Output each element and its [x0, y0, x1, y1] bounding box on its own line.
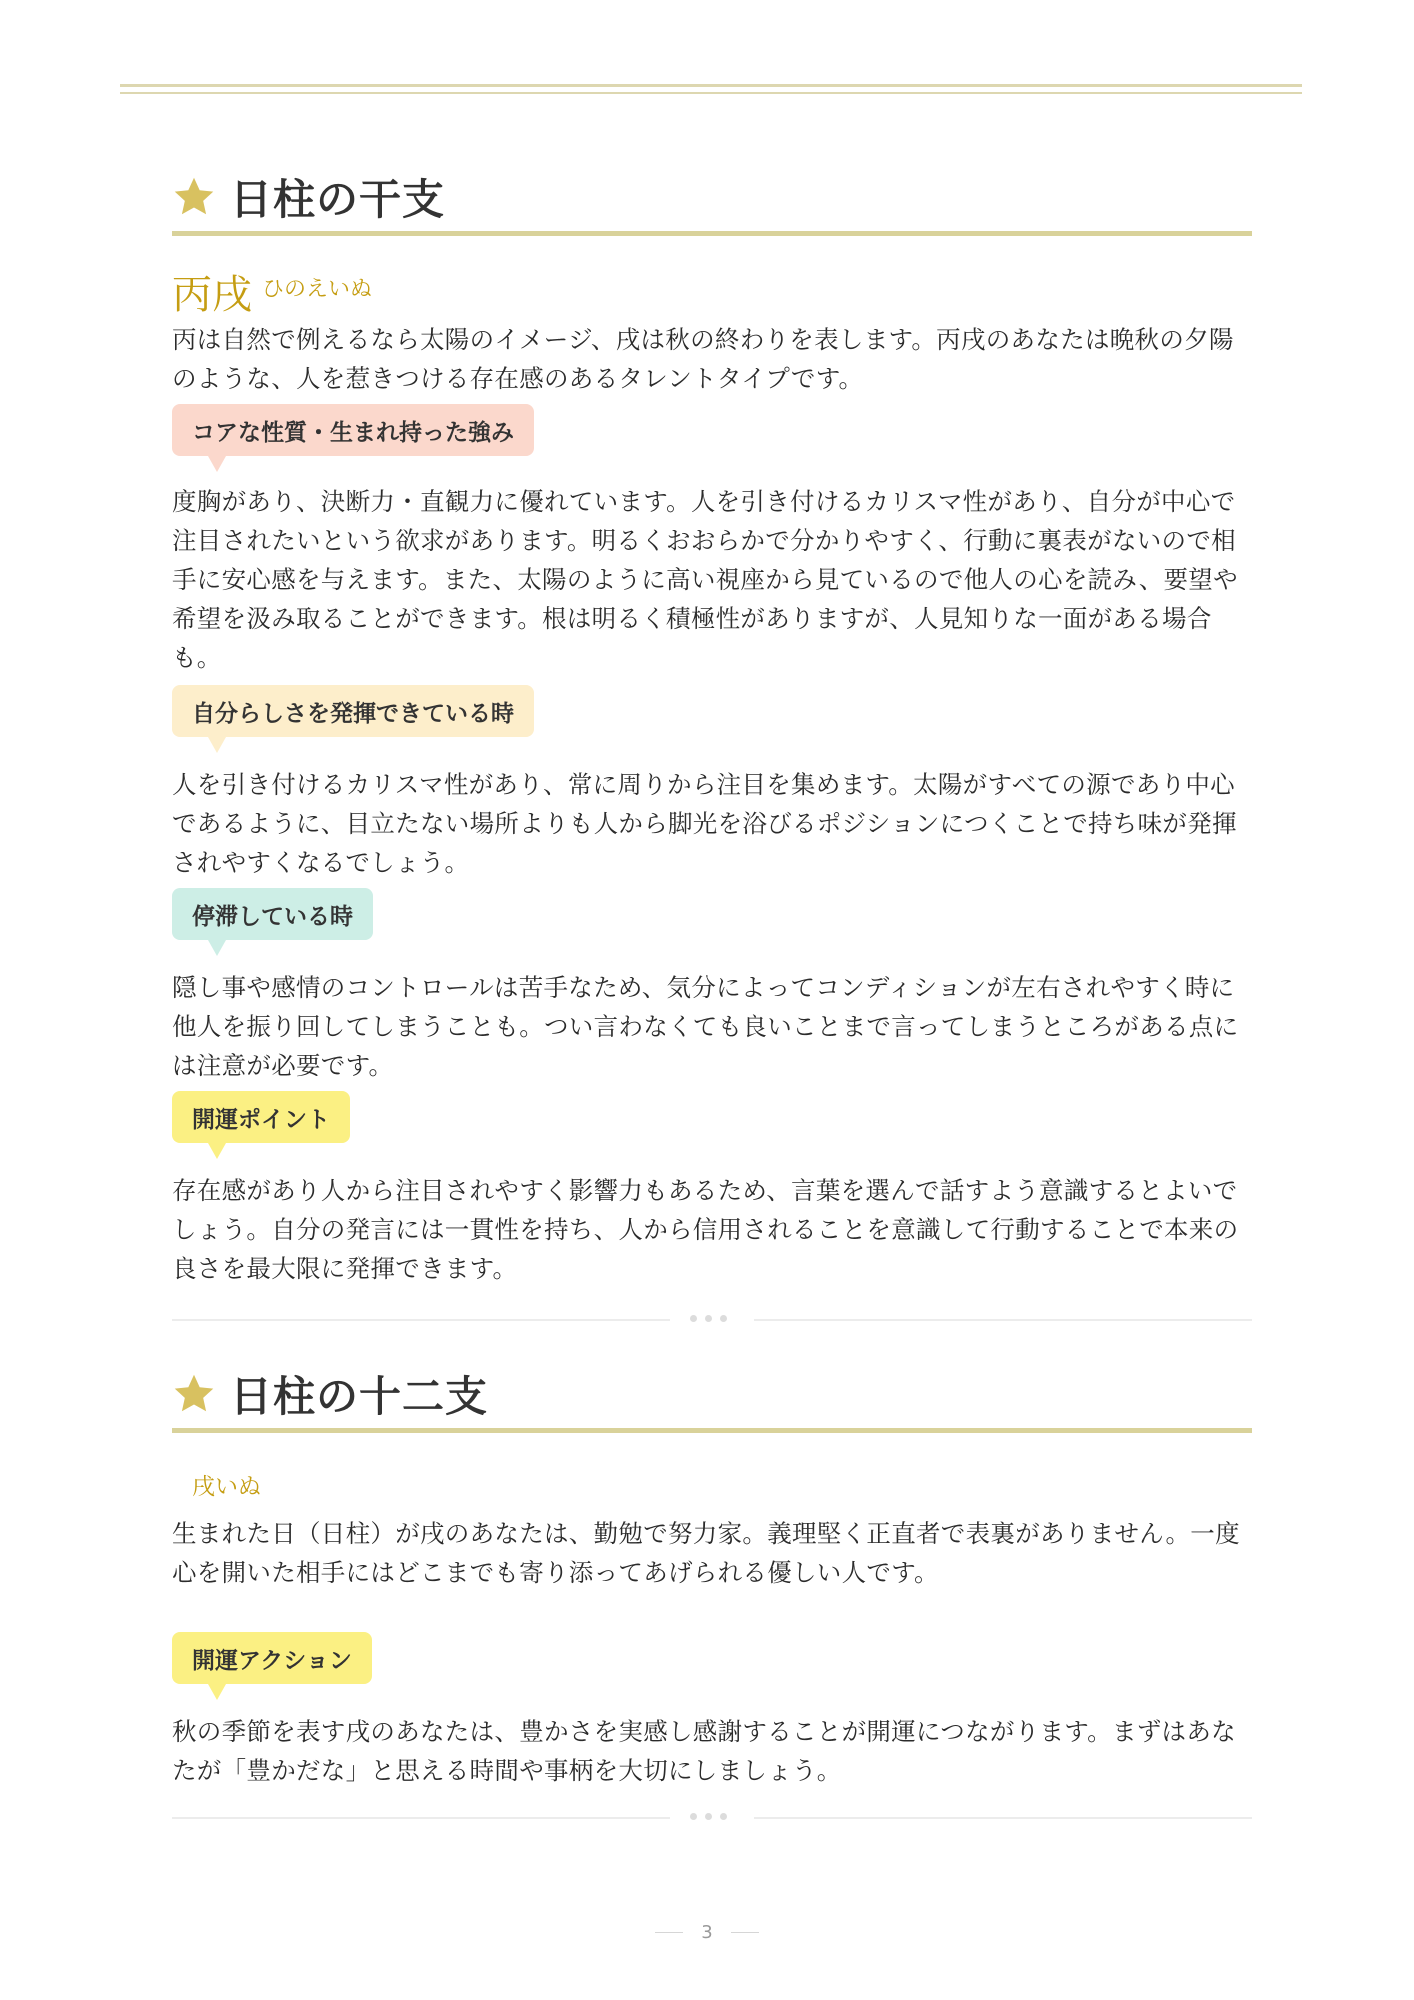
- zodiac-intro: 生まれた日（日柱）が戌のあなたは、勤勉で努力家。義理堅く正直者で表裏がありません。一度心を開いた相手にはどこまでも寄り添ってあげられる優しい人です。: [172, 1519, 1240, 1587]
- page-number: [0, 1922, 1414, 1943]
- luck-point-text: 存在感があり人から注目されやすく影響力もあるため、言葉を選んで話すよう意識するとよいでしょう。自分の発言には一貫性を持ち、人から信用されることを意識して行動することで本来の良さを最大限に発揮できます。: [172, 1176, 1239, 1283]
- label-text: 開運ポイント: [192, 1106, 330, 1133]
- core-nature-text: 度胸があり、決断力・直観力に優れています。人を引き付けるカリスマ性があり、自分が中心で注目されたいという欲求があります。明るくおおらかで分かりやすく、行動に裏表がないので相手に安心感を与えます。また、太陽のように高い視座から見ているので他人の心を読み、要望や希望を汲み取ることができます。根は明るく積極性がありますが、人見知りな一面がある場合も。: [172, 487, 1238, 672]
- section-divider: [172, 1313, 1252, 1327]
- zodiac-reading: [192, 1468, 261, 1501]
- stagnant-text: 隠し事や感情のコントロールは苦手なため、気分によってコンディションが左右されやすく時に他人を振り回してしまうことも。つい言わなくても良いことまで言ってしまうところがある点には注意が必要です。: [172, 973, 1239, 1080]
- star-icon: [172, 1372, 216, 1416]
- section-heading-kanshi: [172, 163, 1252, 236]
- luck-action-text: 秋の季節を表す戌のあなたは、豊かさを実感し感謝することが開運につながります。まずはあなたが「豊かだな」と思える時間や事柄を大切にしましょう。: [172, 1717, 1236, 1785]
- kanshi-kanji: 丙戌: [172, 272, 252, 318]
- section-title: 日柱の干支: [230, 175, 446, 224]
- label-stagnant: [172, 888, 373, 940]
- section-title: 日柱の十二支: [230, 1372, 489, 1421]
- kanshi-name: [172, 263, 372, 320]
- section-divider: [172, 1811, 1252, 1825]
- label-core-nature: [172, 404, 534, 456]
- top-double-rule: [120, 84, 1302, 94]
- star-icon: [172, 175, 216, 219]
- section-heading-zodiac: [172, 1360, 1252, 1433]
- label-at-best: [172, 685, 534, 737]
- page-number-text: 3: [701, 1922, 713, 1943]
- label-luck-point: [172, 1091, 350, 1143]
- zodiac-reading-text: 戌いぬ: [192, 1474, 261, 1500]
- label-text: 自分らしさを発揮できている時: [192, 700, 514, 727]
- kanshi-reading: ひのえいぬ: [262, 277, 373, 302]
- at-best-text: 人を引き付けるカリスマ性があり、常に周りから注目を集めます。太陽がすべての源であり中心であるように、目立たない場所よりも人から脚光を浴びるポジションにつくことで持ち味が発揮されやすくなるでしょう。: [172, 770, 1237, 877]
- label-text: コアな性質・生まれ持った強み: [192, 419, 514, 446]
- label-text: 開運アクション: [192, 1647, 352, 1674]
- label-luck-action: [172, 1632, 372, 1684]
- kanshi-intro: 丙は自然で例えるなら太陽のイメージ、戌は秋の終わりを表します。丙戌のあなたは晩秋の夕陽のような、人を惹きつける存在感のあるタレントタイプです。: [172, 325, 1234, 393]
- label-text: 停滞している時: [192, 903, 353, 930]
